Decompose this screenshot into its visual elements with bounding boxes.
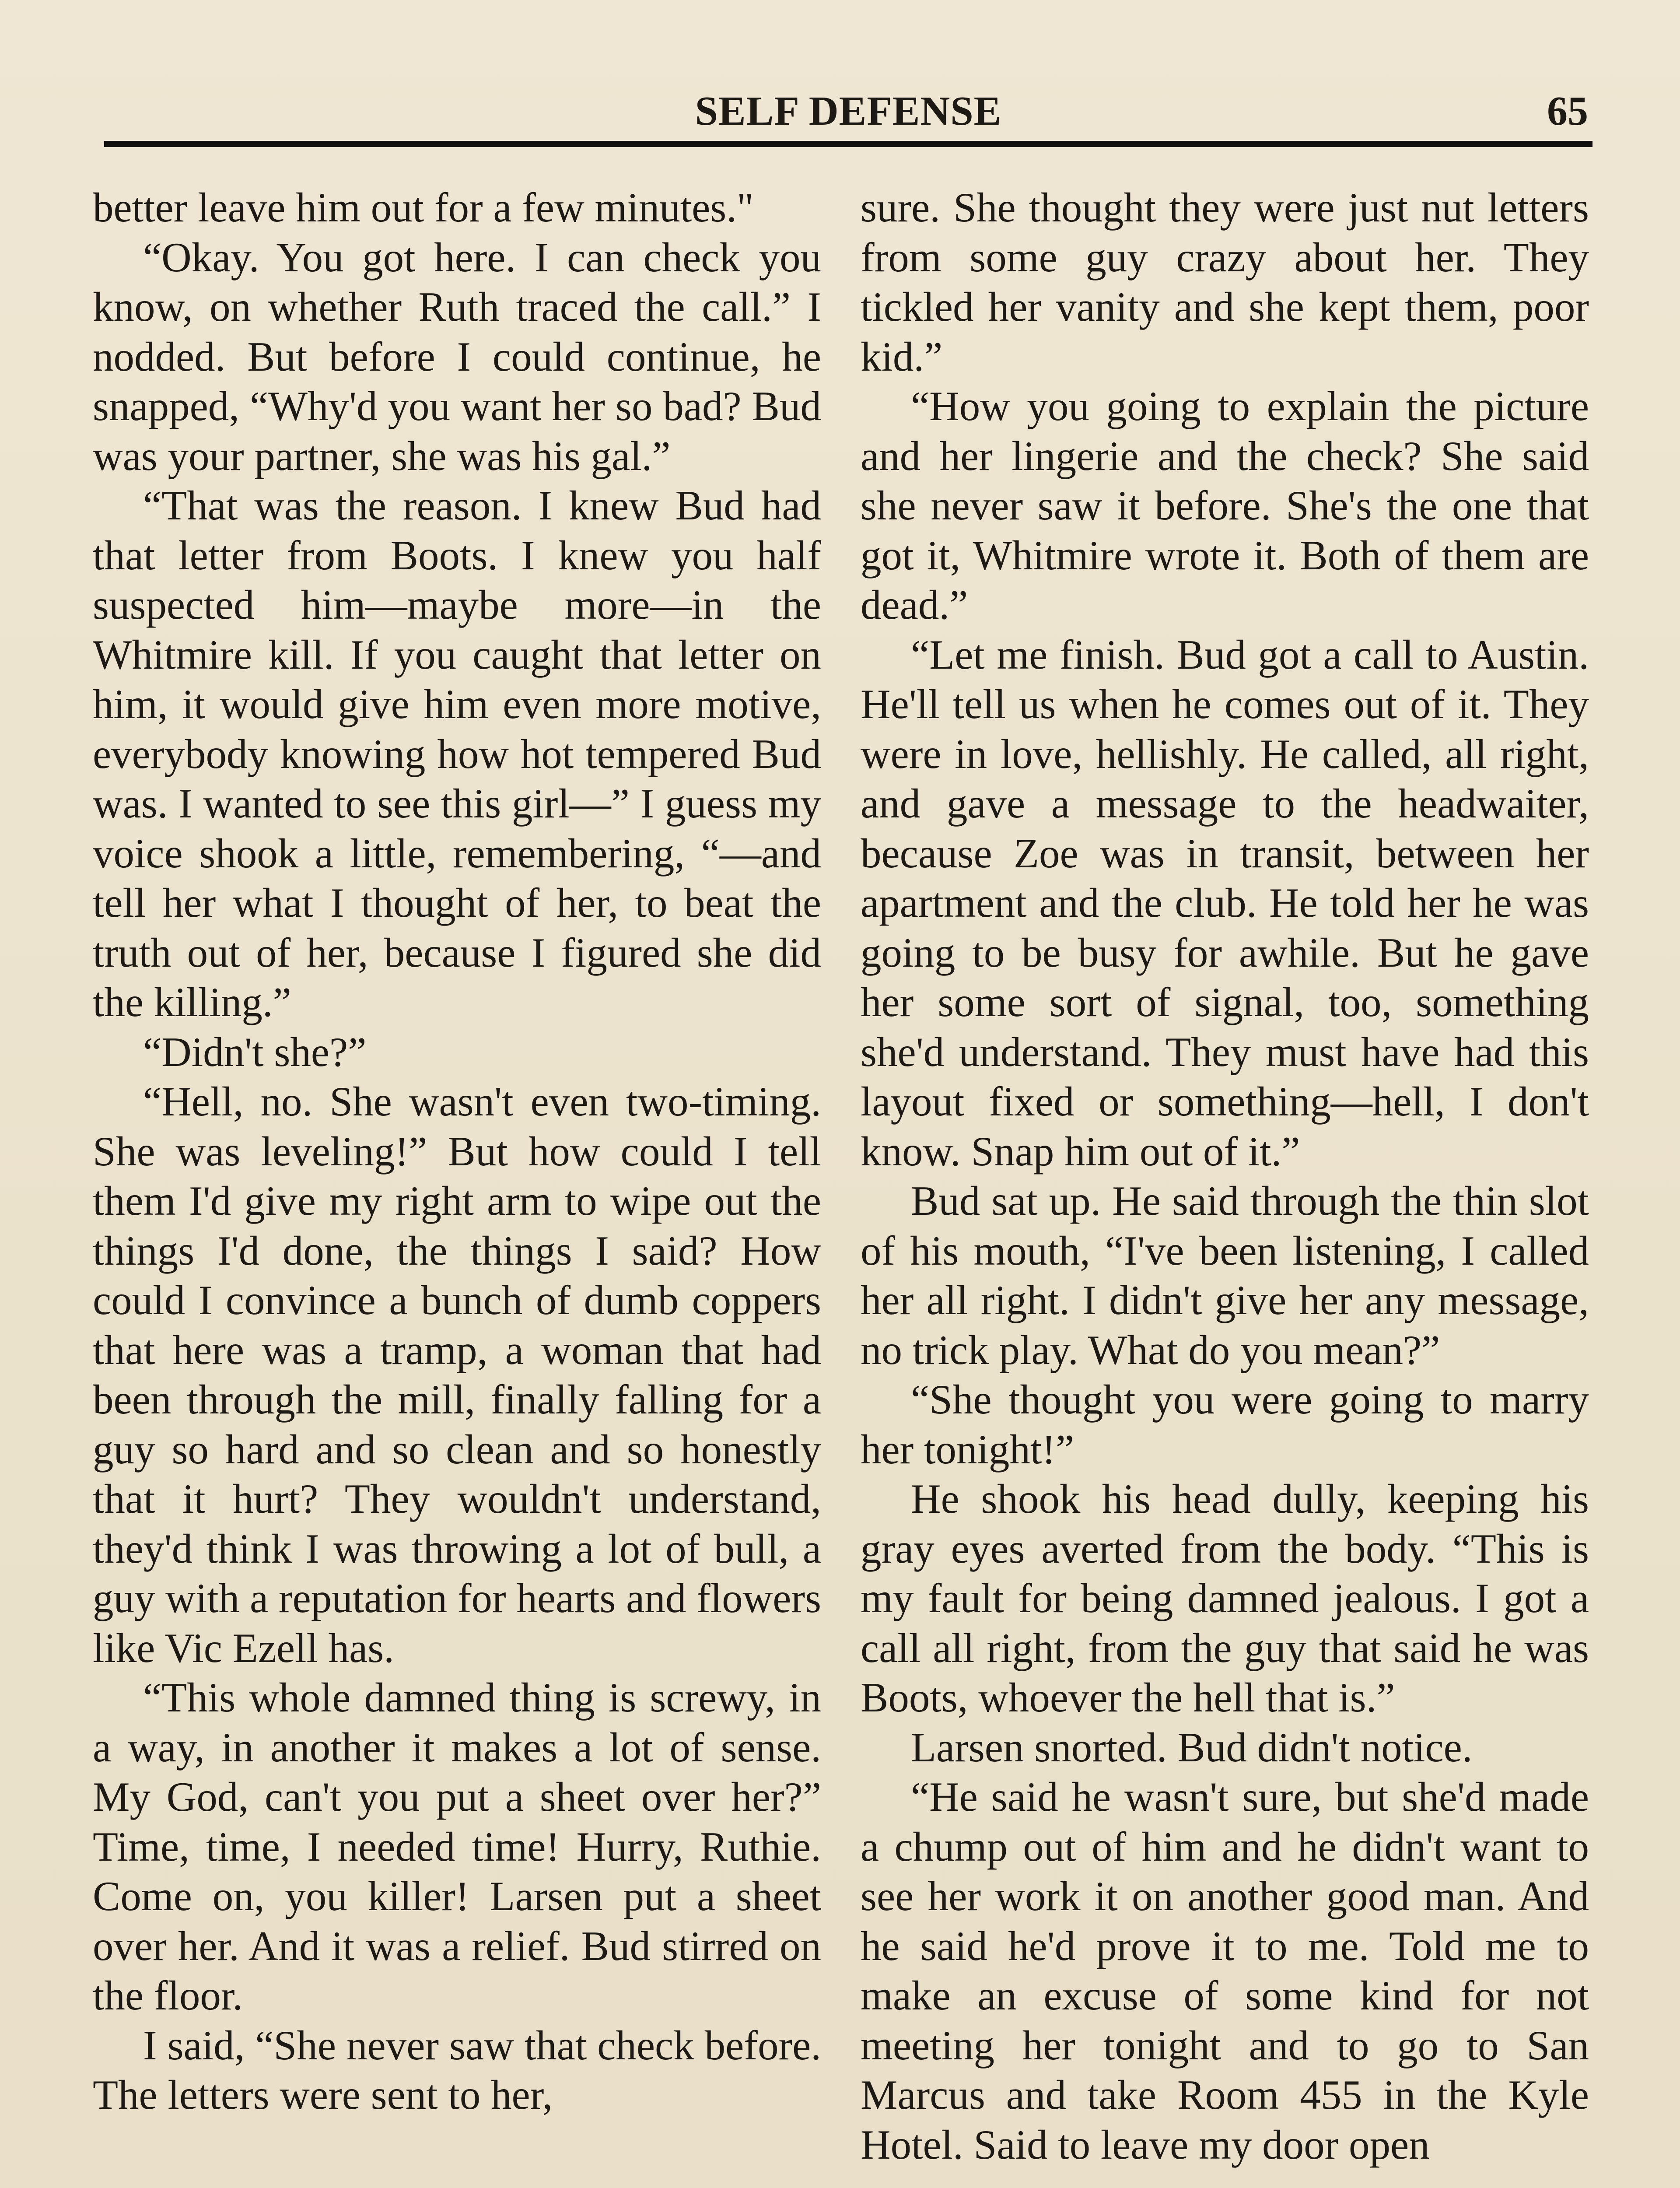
paragraph: “Okay. You got here. I can check you know, on whether Ruth traced the call.” I nodded. But before I could continue, he snapped, “Why'd you want her so bad? Bud was your partner, she was his gal.” — [93, 234, 821, 479]
page-header — [104, 79, 1592, 149]
paragraph: Larsen snorted. Bud didn't notice. — [911, 1724, 1473, 1771]
paragraph: Bud sat up. He said through the thin slot of his mouth, “I've been listening, I called her all right. I didn't give her any message, no trick play. What do you mean?” — [861, 1178, 1589, 1373]
paragraph: He shook his head dully, keeping his gray eyes averted from the body. “This is my fault for being damned jealous. I got a call all right, from the guy that said he was Boots, whoever the hell that is.” — [861, 1476, 1589, 1721]
paragraph: “Let me finish. Bud got a call to Austin. He'll tell us when he comes out of it. They were in love, hellishly. He called, all right, and gave a message to the headwaiter, because Zoe was in transit, between her apartment and the club. He told her he was going to be busy for awhile. But he gave her some sort of signal, too, something she'd understand. They must have had this layout fixed or something—hell, I don't know. Snap him out of it.” — [861, 631, 1589, 1175]
paragraph: “How you going to explain the picture and her lingerie and the check? She said she never saw it before. She's the one that got it, Whitmire wrote it. Both of them are dead.” — [861, 383, 1589, 628]
header-rule — [104, 141, 1592, 147]
page-number: 65 — [1547, 88, 1588, 134]
left-column — [93, 183, 821, 2188]
text-columns — [93, 183, 1589, 2188]
paragraph: “Hell, no. She wasn't even two-timing. She was leveling!” But how could I tell them I'd give my right arm to wipe out the things I'd done, the things I said? How could I convince a bunch of dumb coppers that here was a tramp, a woman that had been through the mill, finally falling for a guy so hard and so clean and so honestly that it hurt? They wouldn't understand, they'd think I was throwing a lot of bull, a guy with a reputation for hearts and flowers like Vic Ezell has. — [93, 1078, 821, 1671]
paragraph: “Didn't she?” — [143, 1028, 367, 1075]
running-title: SELF DEFENSE — [695, 88, 1002, 134]
paragraph: “He said he wasn't sure, but she'd made a chump out of him and he didn't want to see her work it on another good man. And he said he'd prove it to me. Told me to make an excuse of some kind for not meeting her tonight and to go to San Marcus and take Room 455 in the Kyle Hotel. Said to leave my door open — [861, 1774, 1589, 2168]
right-column — [861, 183, 1589, 2188]
paragraph: better leave him out for a few minutes." — [93, 184, 754, 231]
paragraph: I said, “She never saw that check before. The letters were sent to her, — [93, 2022, 821, 2118]
paragraph: “This whole damned thing is screwy, in a way, in another it makes a lot of sense. My God, can't you put a sheet over her?” Time, time, I needed time! Hurry, Ruthie. Come on, you killer! Larsen put a sheet over her. And it was a relief. Bud stirred on the floor. — [93, 1674, 821, 2019]
paragraph: “That was the reason. I knew Bud had that letter from Boots. I knew you half suspected him—maybe more—in the Whitmire kill. If you caught that letter on him, it would give him even more motive, everybody knowing how hot tempered Bud was. I wanted to see this girl—” I guess my voice shook a little, remembering, “—and tell her what I thought of her, to beat the truth out of her, because I figured she did the killing.” — [93, 482, 821, 1025]
paragraph: “She thought you were going to marry her tonight!” — [861, 1376, 1589, 1473]
paragraph: sure. She thought they were just nut letters from some guy crazy about her. They tickled her vanity and she kept them, poor kid.” — [861, 184, 1589, 380]
